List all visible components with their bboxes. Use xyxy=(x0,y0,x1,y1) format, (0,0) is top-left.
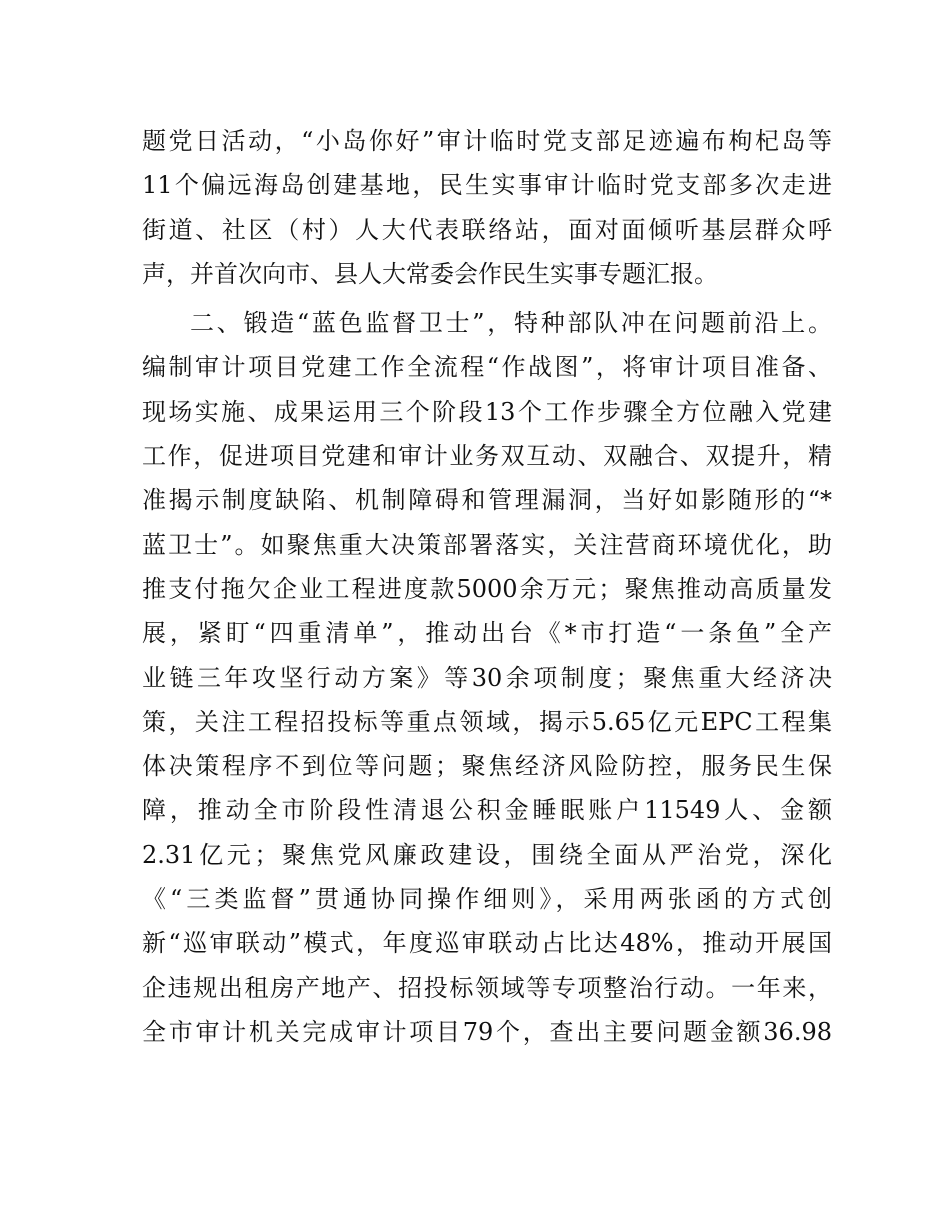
text-line: 工作，促进项目党建和审计业务双互动、双融合、双提升，精 xyxy=(142,442,832,471)
text-line: 《“三类监督”贯通协同操作细则》，采用两张函的方式创 xyxy=(142,885,832,914)
text-line: 声，并首次向市、县人大常委会作民生实事专题汇报。 xyxy=(142,259,718,288)
paragraph-2 xyxy=(142,301,832,1054)
text-line: 蓝卫士”。如聚焦重大决策部署落实，关注营商环境优化，助 xyxy=(142,530,832,559)
text-line: 现场实施、成果运用三个阶段13个工作步骤全方位融入党建 xyxy=(142,397,832,426)
text-line: 业链三年攻坚行动方案》等30余项制度；聚焦重大经济决 xyxy=(142,663,832,692)
text-line: 展，紧盯“四重清单”，推动出台《*市打造“一条鱼”全产 xyxy=(142,619,832,648)
text-line: 新“巡审联动”模式，年度巡审联动占比达48%，推动开展国 xyxy=(142,929,832,958)
text-line: 11个偏远海岛创建基地，民生实事审计临时党支部多次走进 xyxy=(142,171,832,200)
text-line: 体决策程序不到位等问题；聚焦经济风险防控，服务民生保 xyxy=(142,752,832,781)
text-line: 策，关注工程招投标等重点领域，揭示5.65亿元EPC工程集 xyxy=(142,707,832,736)
text-line: 编制审计项目党建工作全流程“作战图”，将审计项目准备、 xyxy=(142,353,832,382)
text-line: 障，推动全市阶段性清退公积金睡眠账户11549人、金额 xyxy=(142,796,832,825)
text-line: 全市审计机关完成审计项目79个，查出主要问题金额36.98 xyxy=(142,1017,832,1046)
document-body xyxy=(142,119,832,1054)
text-line: 企违规出租房产地产、招投标领域等专项整治行动。一年来， xyxy=(142,973,832,1002)
paragraph-1 xyxy=(142,119,832,296)
text-line: 二、锻造“蓝色监督卫士”，特种部队冲在问题前沿上。 xyxy=(190,309,832,338)
text-line: 准揭示制度缺陷、机制障碍和管理漏洞，当好如影随形的“* xyxy=(142,486,832,515)
text-line: 2.31亿元；聚焦党风廉政建设，围绕全面从严治党，深化 xyxy=(142,840,832,869)
text-line: 推支付拖欠企业工程进度款5000余万元；聚焦推动高质量发 xyxy=(142,574,832,603)
text-line: 题党日活动，“小岛你好”审计临时党支部足迹遍布枸杞岛等 xyxy=(142,127,832,155)
text-line: 街道、社区（村）人大代表联络站，面对面倾听基层群众呼 xyxy=(142,215,832,244)
